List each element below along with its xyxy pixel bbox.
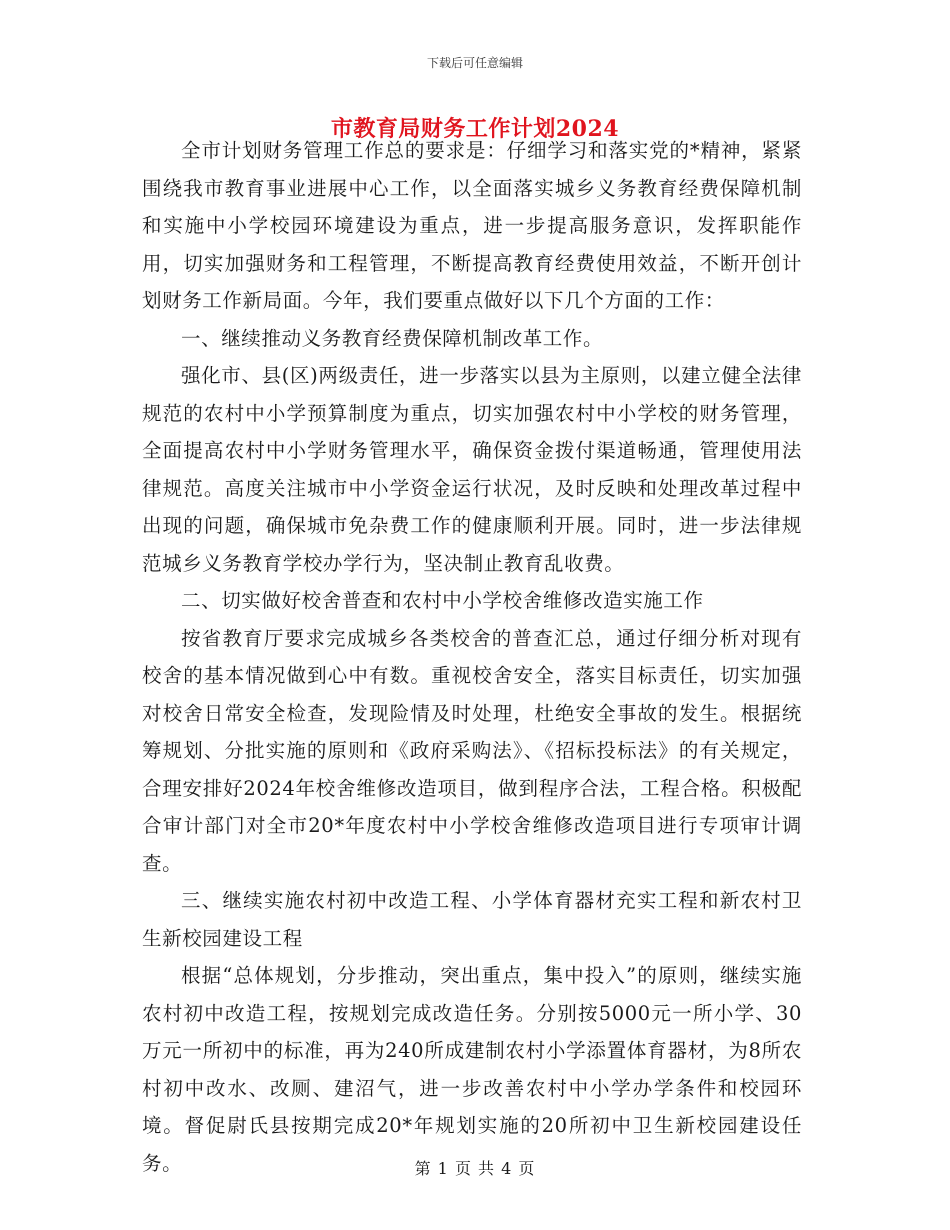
document-title: 市教育局财务工作计划2024 xyxy=(330,116,620,142)
paragraph-section-1: 强化市、县(区)两级责任，进一步落实以县为主原则，以建立健全法律规范的农村中小学预算制度为重点，切实加强农村中小学校的财务管理，全面提高农村中小学财务管理水平，确保资金拨付渠道畅通，管理使用法律规范。高度关注城市中小学资金运行状况，及时反映和处理改革过程中出现的问题，确保城市免杂费工作的健康顺利开展。同时，进一步法律规范城乡义务教育学校办学行为，坚决制止教育乱收费。 xyxy=(142,364,802,575)
paragraph-intro: 全市计划财务管理工作总的要求是：仔细学习和落实党的*精神，紧紧围绕我市教育事业进展中心工作，以全面落实城乡义务教育经费保障机制和实施中小学校园环境建设为重点，进一步提高服务意识，发挥职能作用，切实加强财务和工程管理，不断提高教育经费使用效益，不断开创计划财务工作新局面。今年，我们要重点做好以下几个方面的工作： xyxy=(142,139,802,312)
page-number-footer: 第 1 页 共 4 页 xyxy=(414,1159,536,1178)
section-heading-1: 一、继续推动义务教育经费保障机制改革工作。 xyxy=(181,326,604,350)
document-body xyxy=(142,132,802,1182)
paragraph-section-3: 根据“总体规划，分步推动，突出重点，集中投入”的原则，继续实施农村初中改造工程，按规划完成改造任务。分别按5000元一所小学、30万元一所初中的标准，再为240所成建制农村小学添置体育器材，为8所农村初中改水、改厕、建沼气，进一步改善农村中小学办学条件和校园环境。督促尉氏县按期完成20*年规划实施的20所初中卫生新校园建设任务。 xyxy=(142,964,802,1175)
section-heading-3: 三、继续实施农村初中改造工程、小学体育器材充实工程和新农村卫生新校园建设工程 xyxy=(142,889,802,950)
paragraph-section-2: 按省教育厅要求完成城乡各类校舍的普查汇总，通过仔细分析对现有校舍的基本情况做到心中有数。重视校舍安全，落实目标责任，切实加强对校舍日常安全检查，发现险情及时处理，杜绝安全事故的发生。根据统筹规划、分批实施的原则和《政府采购法》、《招标投标法》的有关规定，合理安排好2024年校舍维修改造项目，做到程序合法，工程合格。积极配合审计部门对全市20*年度农村中小学校舍维修改造项目进行专项审计调查。 xyxy=(142,626,802,875)
page-header-note: 下载后可任意编辑 xyxy=(426,56,523,70)
section-heading-2: 二、切实做好校舍普查和农村中小学校舍维修改造实施工作 xyxy=(181,589,704,612)
